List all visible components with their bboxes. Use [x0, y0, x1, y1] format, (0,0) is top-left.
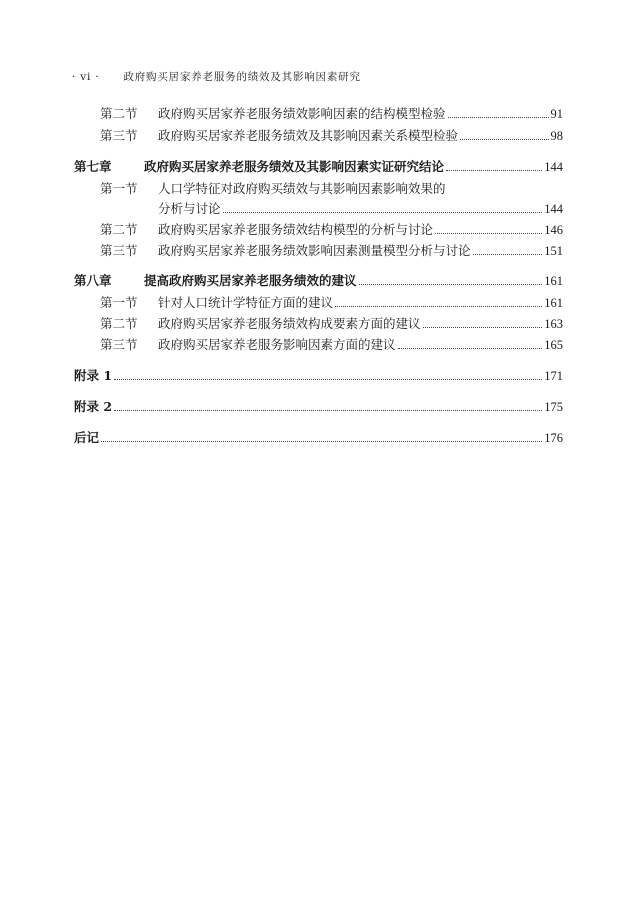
page-number: 171: [544, 369, 563, 383]
section-number: 第三节: [100, 337, 138, 352]
entry-title: 政府购买居家养老服务绩效及其影响因素关系模型检验: [158, 128, 459, 143]
entry-title: 政府购买居家养老服务绩效影响因素的结构模型检验: [158, 106, 446, 121]
dot-leader: [101, 441, 542, 442]
page-number: 161: [544, 274, 563, 288]
dot-leader: [448, 117, 549, 118]
chapter-number: 第七章: [74, 159, 112, 174]
toc-entry-appendix-2[interactable]: [74, 398, 563, 416]
entry-title: 附录 1: [74, 368, 113, 383]
toc-entry-section[interactable]: [100, 105, 563, 123]
entry-title: 分析与讨论: [158, 201, 221, 216]
toc-entry-appendix-1[interactable]: [74, 367, 563, 385]
entry-title: 政府购买居家养老服务影响因素方面的建议: [158, 337, 396, 352]
toc-entry-section[interactable]: [100, 127, 563, 145]
header-running-title: 政府购买居家养老服务的绩效及其影响因素研究: [123, 71, 361, 83]
page-number: 163: [544, 317, 563, 331]
chapter-number: 第八章: [74, 273, 112, 288]
dot-leader: [359, 284, 543, 285]
header-page-number: · vi ·: [72, 71, 100, 83]
dot-leader: [223, 212, 543, 213]
toc-entry-chapter[interactable]: [74, 158, 563, 176]
entry-title: 人口学特征对政府购买绩效与其影响因素影响效果的: [158, 181, 446, 196]
section-number: 第一节: [100, 181, 138, 196]
entry-title: 附录 2: [74, 399, 113, 414]
section-number: 第三节: [100, 243, 138, 258]
dot-leader: [460, 139, 548, 140]
dot-leader: [473, 254, 543, 255]
dot-leader: [114, 379, 542, 380]
page-number: 175: [544, 400, 563, 414]
toc-entry-afterword[interactable]: [74, 429, 563, 447]
toc-entry-section[interactable]: [100, 315, 563, 333]
running-header: [72, 69, 361, 84]
section-number: 第二节: [100, 222, 138, 237]
entry-title: 政府购买居家养老服务绩效影响因素测量模型分析与讨论: [158, 243, 471, 258]
toc-entry-section[interactable]: [100, 221, 563, 239]
dot-leader: [446, 170, 542, 171]
section-number: 第二节: [100, 106, 138, 121]
toc-entry-section[interactable]: [100, 180, 563, 198]
dot-leader: [114, 410, 542, 411]
page-number: 146: [544, 223, 563, 237]
section-number: 第三节: [100, 128, 138, 143]
page-number: 144: [544, 202, 563, 216]
page-number: 144: [544, 160, 563, 174]
page-number: 91: [550, 107, 563, 121]
page-number: 176: [544, 431, 563, 445]
page-number: 161: [544, 296, 563, 310]
page-number: 98: [550, 129, 563, 143]
dot-leader: [435, 233, 542, 234]
toc-entry-section[interactable]: [100, 242, 563, 260]
section-number: 第二节: [100, 316, 138, 331]
dot-leader: [335, 306, 542, 307]
entry-title: 政府购买居家养老服务绩效结构模型的分析与讨论: [158, 222, 434, 237]
entry-title: 政府购买居家养老服务绩效及其影响因素实证研究结论: [144, 159, 445, 174]
dot-leader: [398, 348, 543, 349]
page-number: 165: [544, 338, 563, 352]
entry-title: 针对人口统计学特征方面的建议: [158, 295, 334, 310]
toc-entry-continuation[interactable]: [158, 200, 563, 218]
dot-leader: [423, 327, 543, 328]
page-number: 151: [544, 244, 563, 258]
toc-entry-chapter[interactable]: [74, 272, 563, 290]
entry-title: 政府购买居家养老服务绩效构成要素方面的建议: [158, 316, 421, 331]
section-number: 第一节: [100, 295, 138, 310]
toc-entry-section[interactable]: [100, 294, 563, 312]
entry-title: 提高政府购买居家养老服务绩效的建议: [144, 273, 357, 288]
toc-entry-section[interactable]: [100, 336, 563, 354]
entry-title: 后记: [74, 430, 100, 445]
